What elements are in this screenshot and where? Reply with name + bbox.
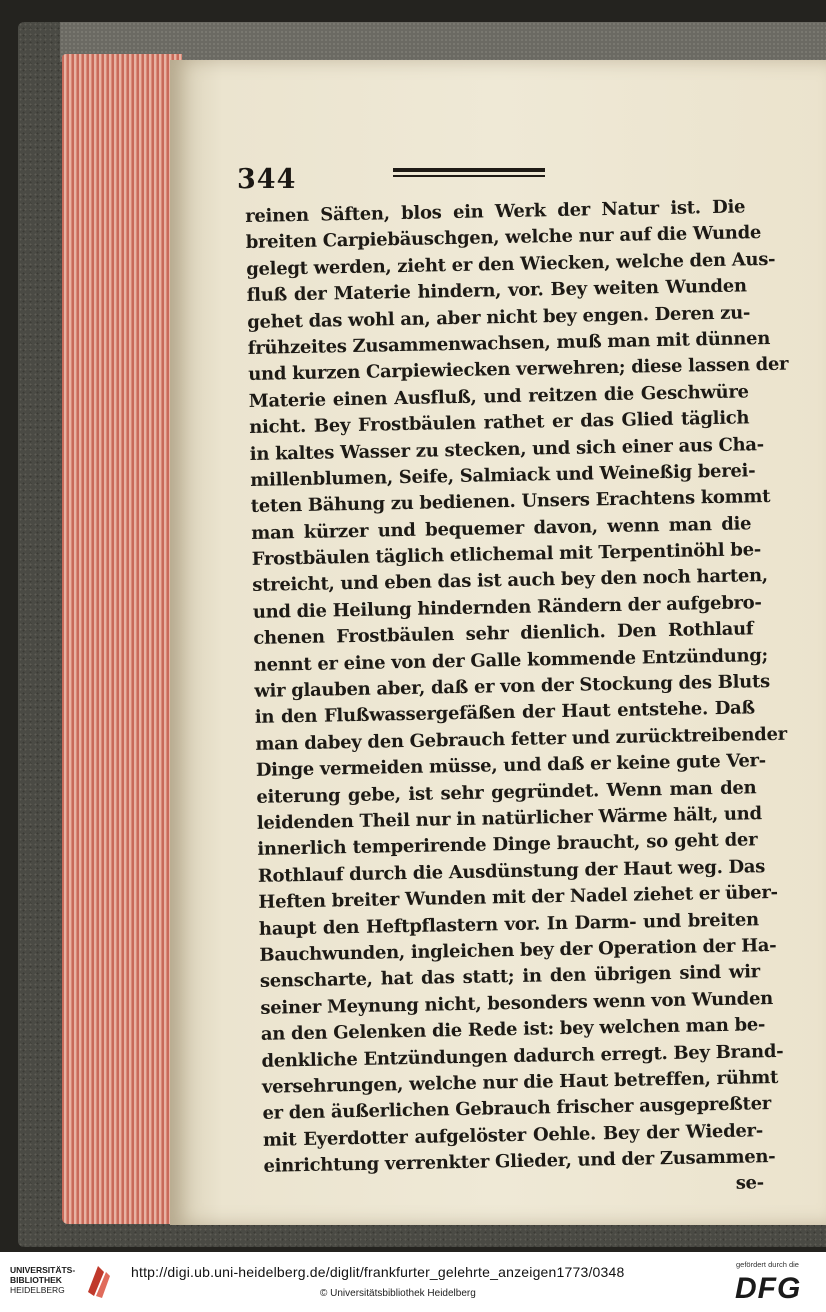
text-line: Frostbäulen täglich etlichemal mit Terpentinöhl be- — [251, 539, 762, 571]
header-rule — [393, 166, 545, 180]
page-edges — [62, 54, 182, 1224]
text-line: chenen Frostbäulen sehr dienlich. Den Rothlauf — [253, 618, 754, 650]
text-line: mit Eyerdotter aufgelöster Oehle. Bey der Wieder- — [262, 1119, 764, 1151]
text-line: an den Gelenken die Rede ist: bey welchen man be- — [260, 1014, 766, 1045]
text-line: reinen Säften, blos ein Werk der Natur ist. Die — [245, 196, 746, 227]
permalink-url[interactable]: http://digi.ub.uni-heidelberg.de/diglit/frankfurter_gelehrte_anzeigen1773/0348 — [131, 1264, 625, 1280]
text-line: man kürzer und bequemer davon, wenn man die — [251, 513, 752, 544]
text-line: und die Heilung hindernden Rändern der aufgebro- — [252, 592, 762, 623]
text-line: gehet das wohl an, aber nicht bey engen. Deren zu- — [247, 301, 751, 333]
text-line: senscharte, hat das statt; in den übrigen sind wir — [259, 961, 761, 993]
library-name-line2: BIBLIOTHEK — [10, 1275, 62, 1285]
text-line: fluß der Materie hindern, vor. Bey weiten Wunden — [246, 275, 747, 307]
catchword: se- — [735, 1172, 765, 1195]
text-line: wir glauben aber, daß er von der Stockung des Bluts — [254, 671, 771, 702]
page-text — [245, 194, 789, 1206]
text-line: Bauchwunden, ingleichen bey der Operation der Ha- — [259, 934, 777, 966]
text-line: Heften breiter Wunden mit der Nadel ziehet er über- — [258, 882, 778, 914]
text-line: versehrungen, welche nur die Haut betreffen, rühmt — [261, 1066, 779, 1098]
text-line: Rothlauf durch die Ausdünstung der Haut weg. Das — [257, 855, 766, 887]
dfg-logo: DFG — [735, 1272, 802, 1305]
text-line: Dinge vermeiden müsse, und daß er keine gute Ver- — [255, 750, 767, 782]
text-line: nennt er eine von der Galle kommende Entzündung; — [253, 644, 769, 676]
text-line: seiner Meynung nicht, besonders wenn von Wunden — [260, 987, 774, 1019]
library-emblem-icon — [84, 1262, 112, 1300]
text-line: man dabey den Gebrauch fetter und zurücktreibender — [255, 723, 788, 755]
text-line: einrichtung verrenkter Glieder, und der Zusammen- — [263, 1146, 776, 1177]
text-line: millenblumen, Seife, Salmiack und Weineßig berei- — [250, 460, 756, 491]
text-line: und kurzen Carpiewiecken verwehren; diese lassen der — [248, 353, 789, 386]
text-line: streicht, und eben das ist auch bey den noch harten, — [252, 565, 769, 597]
text-line: nicht. Bey Frostbäulen rathet er das Glied täglich — [249, 407, 750, 439]
viewer-footer — [0, 1252, 826, 1312]
text-line: Materie einen Ausfluß, und reitzen die Geschwüre — [248, 381, 749, 412]
funded-by-label: gefördert durch die — [736, 1260, 799, 1269]
library-name-line3: HEIDELBERG — [10, 1285, 65, 1295]
text-line: eiterung gebe, ist sehr gegründet. Wenn man den — [256, 776, 757, 808]
text-line: innerlich temperirende Dinge braucht, so geht der — [257, 829, 758, 861]
text-line: haupt den Heftpflastern vor. In Darm- und breiten — [258, 908, 760, 940]
text-line: breiten Carpiebäuschgen, welche nur auf die Wunde — [245, 222, 762, 254]
text-line: teten Bähung zu bedienen. Unsers Erachtens kommt — [250, 486, 771, 518]
library-name-line1: UNIVERSITÄTS- — [10, 1265, 76, 1275]
copyright-notice: © Universitätsbibliothek Heidelberg — [320, 1288, 476, 1299]
text-line: in kaltes Wasser zu stecken, und sich einer aus Cha- — [249, 433, 765, 465]
text-line: er den äußerlichen Gebrauch frischer ausgepreßter — [262, 1093, 772, 1125]
text-line: leidenden Theil nur in natürlicher Wärme hält, und — [256, 803, 762, 834]
text-line: gelegt werden, zieht er den Wiecken, welche den Aus- — [246, 248, 776, 280]
text-line: denkliche Entzündungen dadurch erregt. Bey Brand- — [261, 1040, 784, 1072]
text-line: in den Flußwassergefäßen der Haut entstehe. Daß — [254, 697, 755, 729]
page-number: 344 — [237, 164, 297, 195]
text-line: frühzeites Zusammenwachsen, muß man mit dünnen — [247, 327, 771, 359]
